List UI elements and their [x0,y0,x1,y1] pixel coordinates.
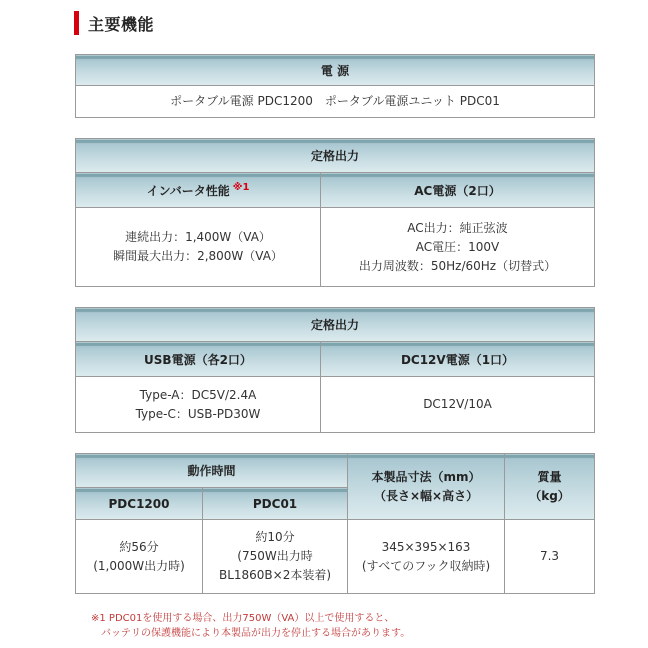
pdc01-runtime-battery: BL1860B×2本装着) [218,568,332,582]
peak-output: 瞬間最大出力：2,800W（VA） [113,249,283,263]
pdc1200-header: PDC1200 [76,488,203,520]
weight-value: 7.3 [505,520,595,594]
ac-output-waveform: AC出力：純正弦波 [407,220,508,235]
ac-power-header: AC電源（2口） [321,173,595,208]
section-title [74,10,154,36]
section-title-text: 主要機能 [88,14,155,34]
inverter-performance-label: インバータ性能 [146,183,230,198]
usb-power-values [76,377,321,433]
pdc01-header: PDC01 [203,488,348,520]
ac-voltage: AC電圧：100V [415,239,500,254]
inverter-performance-header [76,173,321,208]
pdc01-runtime-condition: (750W出力時 [237,549,313,563]
output-frequency: 出力周波数：50Hz/60Hz（切替式） [358,258,557,273]
power-source-header: 電 源 [76,55,595,86]
pdc01-runtime [203,520,348,594]
dimensions-header-line2: （長さ×幅×高さ） [373,488,479,503]
dc12v-output: DC12V/10A [423,397,492,411]
pdc01-runtime-value: 約10分 [255,530,295,544]
footnote-line1: ※1 PDC01を使用する場合、出力750W（VA）以上で使用すると、 [91,613,395,624]
weight-header-line1: 質量 [537,469,562,484]
dc12v-power-header: DC12V電源（1口） [321,342,595,377]
rated-output-header: 定格出力 [76,139,595,173]
weight-header [505,454,595,520]
footnote-marker: ※1 [232,181,250,193]
usb-power-header: USB電源（各2口） [76,342,321,377]
power-source-table [75,54,595,118]
pdc1200-runtime [76,520,203,594]
rated-output-dc-table [75,307,595,433]
title-accent-bar [74,11,79,35]
dimensions-condition: (すべてのフック収納時) [361,558,491,573]
dimensions-value: 345×395×163 [381,539,471,554]
ac-power-values [321,208,595,287]
type-c-output: Type-C：USB-PD30W [135,406,261,421]
footnote [91,611,410,641]
pdc1200-runtime-value: 約56分 [119,539,159,554]
power-source-value: ポータブル電源 PDC1200 ポータブル電源ユニット PDC01 [76,86,595,118]
weight-header-line2: （kg） [529,488,570,503]
type-a-output: Type-A：DC5V/2.4A [139,387,257,402]
dc12v-power-value [321,377,595,433]
dimensions-header [348,454,505,520]
footnote-line2: バッテリの保護機能により本製品が出力を停止する場合があります。 [101,628,411,639]
runtime-spec-table [75,453,595,594]
rated-output-ac-table [75,138,595,287]
pdc1200-runtime-condition: (1,000W出力時) [93,558,185,573]
inverter-performance-values [76,208,321,287]
continuous-output: 連続出力：1,400W（VA） [125,230,271,244]
runtime-header: 動作時間 [76,454,348,488]
rated-output-header-2: 定格出力 [76,308,595,342]
dimensions-values [348,520,505,594]
dimensions-header-line1: 本製品寸法（mm） [371,469,481,484]
